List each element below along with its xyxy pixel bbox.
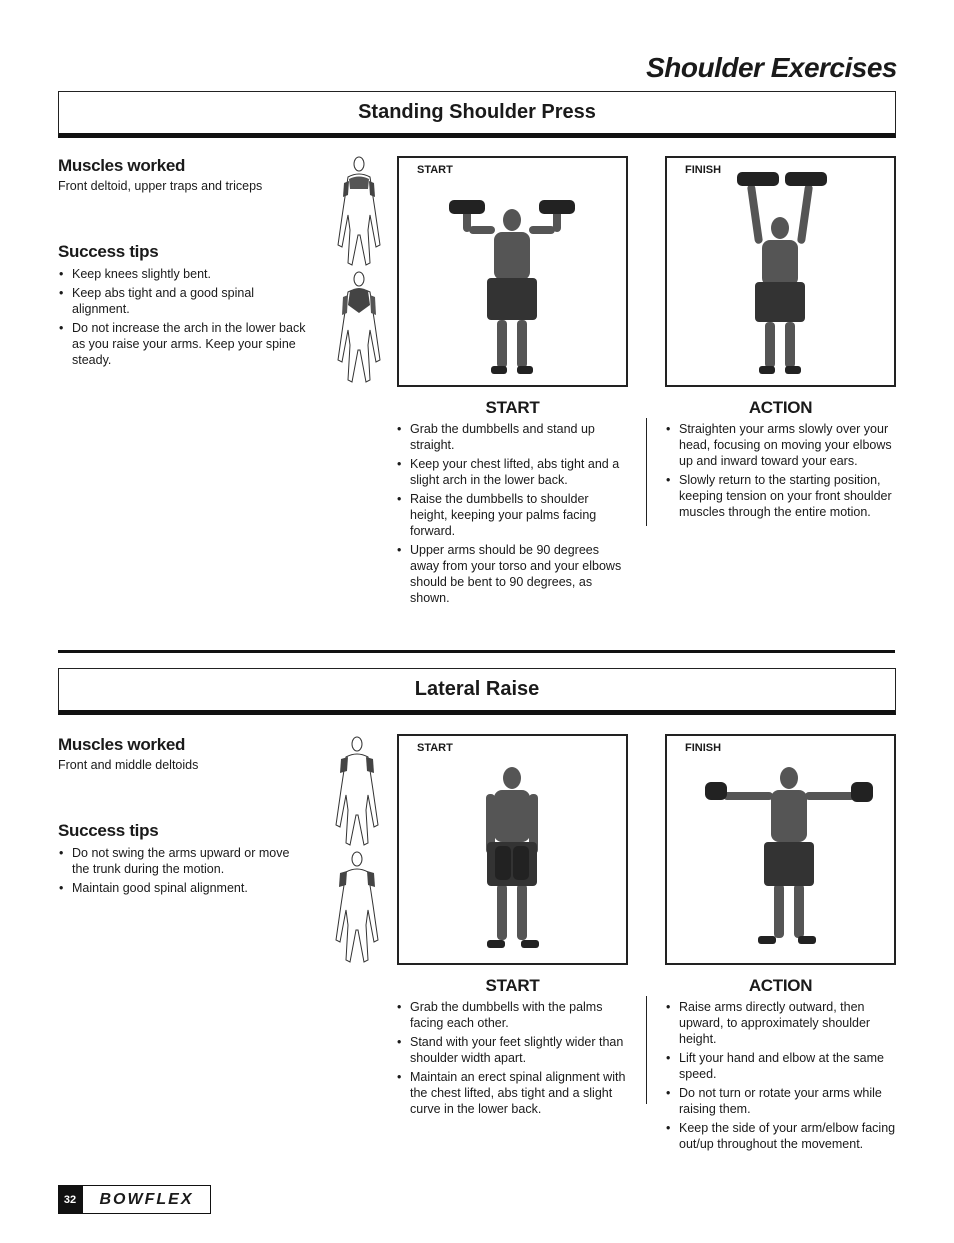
muscles-worked-block [58, 156, 318, 194]
section-header-standing-shoulder-press: Standing Shoulder Press [58, 91, 896, 138]
list-item: • Raise the dumbbells to shoulder height, keeping your palms facing forward. [396, 491, 626, 539]
start-photo [397, 156, 628, 387]
start-photo [397, 734, 628, 965]
action-steps-list [665, 999, 897, 1155]
list-item: • Slowly return to the starting position, keeping tension on your front shoulder muscles through the entire motion. [665, 472, 897, 520]
finish-photo [665, 734, 896, 965]
success-tips-heading: Success tips [58, 821, 159, 840]
success-tips-heading: Success tips [58, 242, 159, 261]
success-tips-list [58, 266, 308, 368]
section-header-lateral-raise: Lateral Raise [58, 668, 896, 715]
start-heading: START [485, 398, 540, 417]
exercise-figure-image [667, 158, 894, 385]
photo-caption: FINISH [685, 164, 722, 176]
list-item: • Do not turn or rotate your arms while raising them. [665, 1085, 897, 1117]
list-item: • Grab the dumbbells with the palms facing each other. [396, 999, 626, 1031]
start-steps-list [396, 999, 626, 1120]
muscles-worked-heading: Muscles worked [58, 156, 186, 175]
list-item: • Stand with your feet slightly wider than shoulder width apart. [396, 1034, 626, 1066]
start-steps-list [396, 421, 626, 609]
list-item: • Raise arms directly outward, then upward, to approximately shoulder height. [665, 999, 897, 1047]
success-tips-block [58, 242, 308, 371]
photo-caption: FINISH [685, 742, 722, 754]
exercise-figure-image [399, 736, 626, 963]
muscles-worked-heading: Muscles worked [58, 735, 186, 754]
anatomy-diagram [328, 735, 386, 965]
finish-photo [665, 156, 896, 387]
list-item: • Keep the side of your arm/elbow facing out/up throughout the movement. [665, 1120, 897, 1152]
column-divider [646, 418, 647, 526]
muscles-worked-text: Front deltoid, upper traps and triceps [58, 179, 263, 193]
exercise-figure-image [667, 736, 894, 963]
list-item: • Do not swing the arms upward or move the trunk during the motion. [58, 845, 308, 877]
list-item: • Straighten your arms slowly over your head, focusing on moving your elbows up and inward toward your ears. [665, 421, 897, 469]
bowflex-logo: BOWFLEX [82, 1185, 211, 1214]
list-item: • Lift your hand and elbow at the same speed. [665, 1050, 897, 1082]
column-divider [646, 996, 647, 1104]
list-item: • Keep knees slightly bent. [58, 266, 308, 282]
start-heading: START [485, 976, 540, 995]
anatomy-diagram [330, 155, 388, 385]
list-item: • Keep your chest lifted, abs tight and a slight arch in the lower back. [396, 456, 626, 488]
list-item: • Grab the dumbbells and stand up straight. [396, 421, 626, 453]
photo-caption: START [417, 164, 453, 176]
section-divider [58, 650, 895, 653]
exercise-figure-image [399, 158, 626, 385]
muscles-worked-text: Front and middle deltoids [58, 758, 199, 772]
action-steps-list [665, 421, 897, 523]
muscles-worked-block [58, 735, 318, 773]
page-number: 32 [58, 1185, 82, 1214]
action-heading: ACTION [748, 976, 813, 995]
success-tips-list [58, 845, 308, 896]
list-item: • Maintain good spinal alignment. [58, 880, 308, 896]
list-item: • Keep abs tight and a good spinal alignment. [58, 285, 308, 317]
action-heading: ACTION [748, 398, 813, 417]
list-item: • Maintain an erect spinal alignment with the chest lifted, abs tight and a slight curve in the lower back. [396, 1069, 626, 1117]
page-title: Shoulder Exercises [646, 52, 897, 83]
photo-caption: START [417, 742, 453, 754]
success-tips-block [58, 821, 308, 899]
list-item: • Do not increase the arch in the lower back as you raise your arms. Keep your spine steady. [58, 320, 308, 368]
list-item: • Upper arms should be 90 degrees away from your torso and your elbows should be bent to 90 degrees, as shown. [396, 542, 626, 606]
